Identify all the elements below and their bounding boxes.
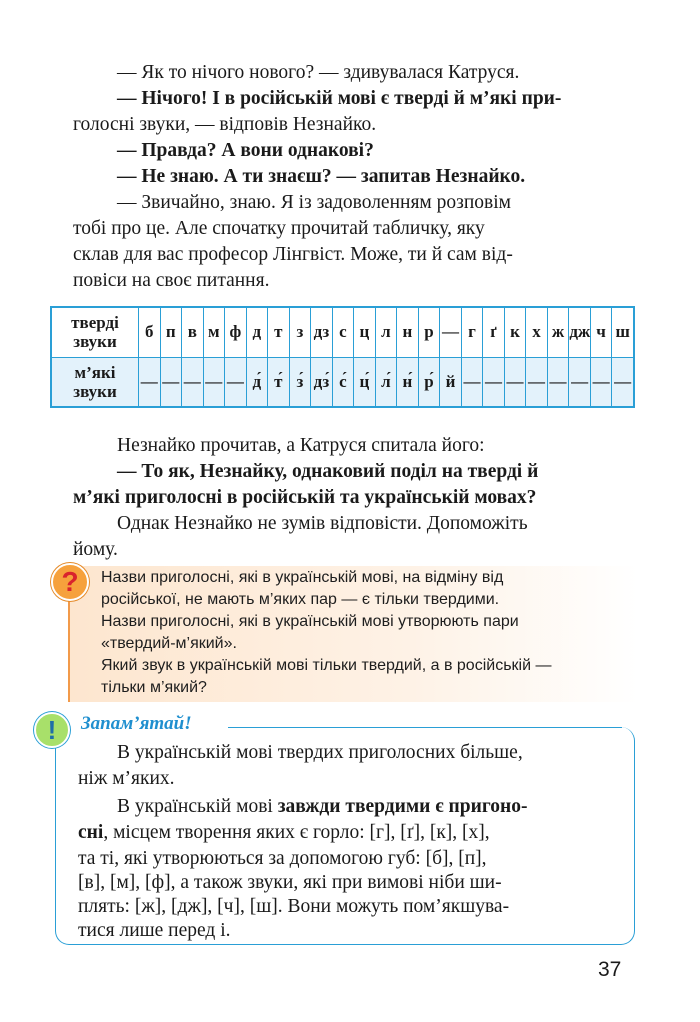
table-cell: ч xyxy=(590,308,612,358)
table-cell: — xyxy=(526,357,548,407)
remember-p1-line-1: В українській мові твердих приголосних більше, xyxy=(117,742,523,763)
dialog-line-8: склав для вас професор Лінгвіст. Може, ти й сам від- xyxy=(73,244,513,265)
table-cell: дз xyxy=(311,308,333,358)
table-cell: г xyxy=(461,308,483,358)
table-cell: н xyxy=(397,308,419,358)
table-cell: — xyxy=(225,357,247,407)
remember-p2-line-1-b: завжди твердими є пригоно- xyxy=(277,796,528,817)
table-cell: — xyxy=(440,308,462,358)
table-cell: — xyxy=(461,357,483,407)
after-line-3: м’які приголосні в російській та українській мовах? xyxy=(73,487,537,508)
table-cell: дз́ xyxy=(311,357,333,407)
table-cell: — xyxy=(203,357,225,407)
dialog-line-9: повіси на своє питання. xyxy=(73,270,270,291)
exclamation-icon: ! xyxy=(34,712,70,748)
table-cell: ш xyxy=(612,308,634,358)
table-header-hard xyxy=(52,308,139,358)
table-cell: й xyxy=(440,357,462,407)
remember-p2-line-4: [в], [м], [ф], а також звуки, які при вимові ніби ши- xyxy=(78,872,502,893)
header-soft-word2: звуки xyxy=(73,381,117,401)
remember-p2-line-5: плять: [ж], [дж], [ч], [ш]. Вони можуть пом’якшува- xyxy=(78,896,510,917)
table-cell: з xyxy=(289,308,311,358)
table-cell: — xyxy=(612,357,634,407)
question-line-1: Назви приголосні, які в українській мові, на відміну від xyxy=(101,569,504,586)
question-icon: ? xyxy=(51,563,89,601)
page-number: 37 xyxy=(598,958,622,981)
table-cell: р xyxy=(418,308,440,358)
remember-p2-line-1-a: В українській мові xyxy=(117,796,278,817)
table-cell: р́ xyxy=(418,357,440,407)
header-hard-word1: тверді xyxy=(71,313,119,333)
table-cell: — xyxy=(182,357,204,407)
dialog-line-4: — Правда? А вони однакові? xyxy=(117,140,374,161)
table-cell: в xyxy=(182,308,204,358)
remember-p2-line-1 xyxy=(117,794,527,820)
table-cell: дж xyxy=(569,308,591,358)
table-cell: — xyxy=(160,357,182,407)
remember-box-top-line xyxy=(228,727,622,728)
dialog-line-5: — Не знаю. А ти знаєш? — запитав Незнайко. xyxy=(117,166,526,187)
sounds-table xyxy=(50,306,635,408)
table-cell: д xyxy=(246,308,268,358)
table-cell: — xyxy=(590,357,612,407)
table-cell: ф xyxy=(225,308,247,358)
table-cell: — xyxy=(569,357,591,407)
remember-p1-line-2: ніж м’яких. xyxy=(78,768,175,789)
table-cell: — xyxy=(483,357,505,407)
remember-p2-line-2-b: , місцем творення яких є горло: [г], [ґ], [к], [х], xyxy=(103,822,490,843)
after-line-5: йому. xyxy=(73,539,118,560)
table-cell: с́ xyxy=(332,357,354,407)
dialog-line-6: — Звичайно, знаю. Я із задоволенням розповім xyxy=(117,192,511,213)
question-line-6: тільки м’який? xyxy=(101,679,207,696)
table-row-soft xyxy=(52,357,634,407)
question-line-5: Який звук в українській мові тільки твердий, а в російській — xyxy=(101,657,552,674)
table-cell: п xyxy=(160,308,182,358)
dialog-line-1: — Як то нічого нового? — здивувалася Катруся. xyxy=(117,62,520,83)
question-line-4: «твердий-м’який». xyxy=(101,635,237,652)
table-cell: ц xyxy=(354,308,376,358)
table-cell: м xyxy=(203,308,225,358)
table-cell: х xyxy=(526,308,548,358)
table-cell: л xyxy=(375,308,397,358)
table-cell: ц́ xyxy=(354,357,376,407)
after-line-1: Незнайко прочитав, а Катруся спитала його: xyxy=(117,435,485,456)
after-line-4: Однак Незнайко не зумів відповісти. Допоможіть xyxy=(117,513,528,534)
question-line-2: російської, не мають м’яких пар — є тільки твердими. xyxy=(101,591,500,608)
question-line-3: Назви приголосні, які в українській мові утворюють пари xyxy=(101,613,519,630)
table-cell: з́ xyxy=(289,357,311,407)
table-cell: ґ xyxy=(483,308,505,358)
after-line-2: — То як, Незнайку, однаковий поділ на тверді й xyxy=(117,461,539,482)
remember-p2-line-2-a: сні xyxy=(78,822,104,843)
table-cell: т́ xyxy=(268,357,290,407)
table-row-hard xyxy=(52,308,634,358)
table-cell: л́ xyxy=(375,357,397,407)
table-cell: т xyxy=(268,308,290,358)
table-cell: б xyxy=(139,308,161,358)
remember-p2-line-2 xyxy=(78,820,490,846)
header-soft-word1: м’які xyxy=(74,362,116,382)
table-cell: ж xyxy=(547,308,569,358)
table-cell: с xyxy=(332,308,354,358)
table-cell: — xyxy=(547,357,569,407)
table-cell: д́ xyxy=(246,357,268,407)
table-cell: — xyxy=(504,357,526,407)
table-cell: к xyxy=(504,308,526,358)
header-hard-word2: звуки xyxy=(73,332,117,352)
dialog-line-3: голосні звуки, — відповів Незнайко. xyxy=(73,114,377,135)
remember-p2-line-3: та ті, які утворюються за допомогою губ: [б], [п], xyxy=(78,848,487,869)
dialog-line-7: тобі про це. Але спочатку прочитай табличку, яку xyxy=(73,218,485,239)
remember-title: Запам’ятай! xyxy=(81,713,192,734)
table-cell: н́ xyxy=(397,357,419,407)
dialog-line-2: — Нічого! І в російській мові є тверді й м’які при- xyxy=(117,88,562,109)
remember-p2-line-6: тися лише перед і. xyxy=(78,920,231,941)
table-cell: — xyxy=(139,357,161,407)
table-header-soft xyxy=(52,357,139,407)
